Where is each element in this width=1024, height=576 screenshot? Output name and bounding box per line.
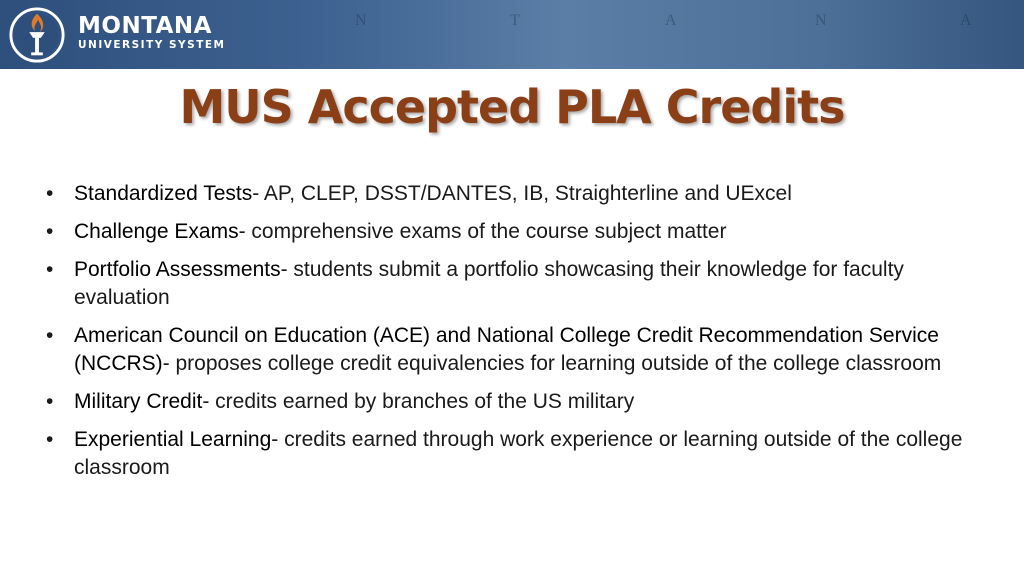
bullet-term: American Council on Education (ACE) and National College Credit Recommendation Service (NCCRS) — [74, 324, 939, 375]
bullet-term: Challenge Exams — [74, 220, 239, 243]
map-background-letter: N — [355, 12, 369, 29]
torch-logo-icon — [8, 6, 66, 64]
bullet-dot-icon: • — [46, 220, 54, 243]
bullet-item — [40, 388, 990, 416]
bullet-item — [40, 218, 990, 246]
bullet-item — [40, 426, 990, 482]
bullet-description: - students submit a portfolio showcasing their knowledge for faculty evaluation — [74, 258, 904, 309]
bullet-item — [40, 322, 990, 378]
bullet-term: Military Credit — [74, 390, 203, 413]
bullet-dot-icon: • — [46, 182, 54, 205]
header-banner — [0, 0, 1024, 69]
bullet-item — [40, 180, 990, 208]
brand-name: MONTANA — [78, 13, 212, 39]
bullet-term: Portfolio Assessments — [74, 258, 281, 281]
bullet-description: - credits earned through work experience or learning outside of the college classroom — [74, 428, 963, 479]
bullet-description: - proposes college credit equivalencies for learning outside of the college classroom — [162, 352, 942, 375]
map-background-letter: T — [510, 12, 522, 29]
brand-wordmark — [78, 14, 226, 52]
bullet-list — [40, 180, 990, 492]
bullet-term: Standardized Tests — [74, 182, 253, 205]
bullet-dot-icon: • — [46, 258, 54, 281]
map-background-letter: A — [665, 12, 679, 29]
map-background-letter: A — [960, 12, 974, 29]
bullet-dot-icon: • — [46, 390, 54, 413]
bullet-description: - comprehensive exams of the course subject matter — [238, 220, 727, 243]
bullet-dot-icon: • — [46, 324, 54, 347]
map-background-letter: N — [815, 12, 829, 29]
brand-subtitle: UNIVERSITY SYSTEM — [78, 39, 226, 51]
bullet-description: - credits earned by branches of the US military — [202, 390, 635, 413]
bullet-term: Experiential Learning — [74, 428, 272, 451]
slide-title: MUS Accepted PLA Credits — [179, 80, 845, 134]
bullet-item — [40, 256, 990, 312]
bullet-description: - AP, CLEP, DSST/DANTES, IB, Straighterline and UExcel — [252, 182, 792, 205]
bullet-dot-icon: • — [46, 428, 54, 451]
